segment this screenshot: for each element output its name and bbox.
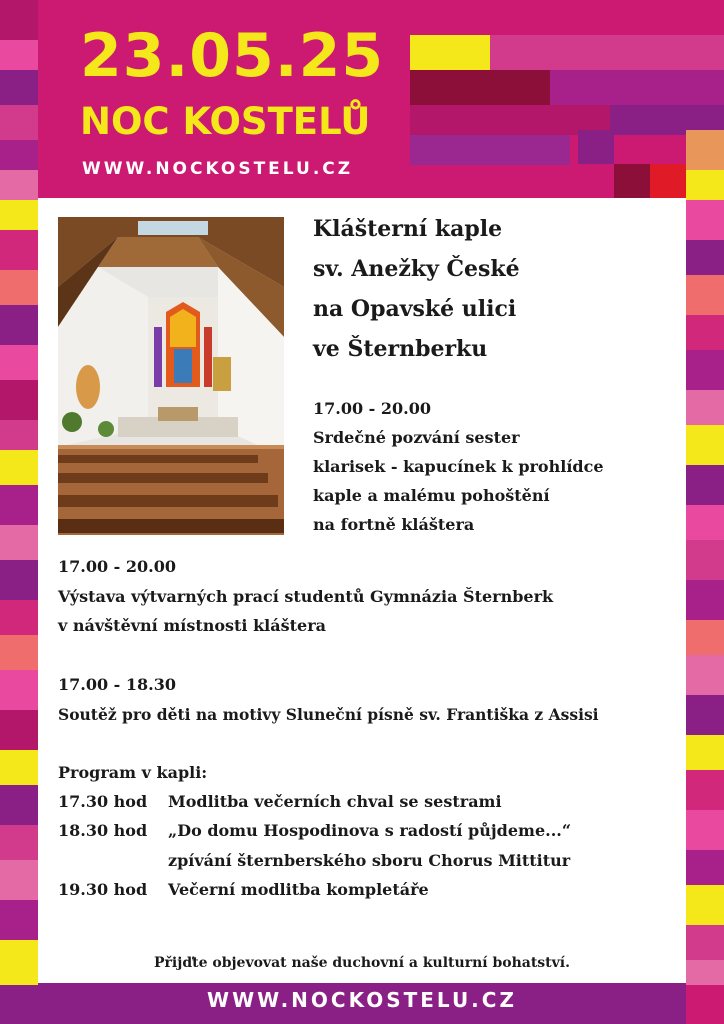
closing-invitation: Přijďte objevovat naše duchovní a kulturní bohatství. [154,955,570,971]
left-stripe-block [0,305,38,345]
left-stripe-block [0,0,38,40]
right-stripe-block [686,580,724,620]
right-stripe-block [686,885,724,925]
left-stripe-block [0,785,38,825]
left-stripe-block [0,450,38,485]
deco-block [686,130,724,170]
left-stripe-block [0,230,38,270]
left-stripe-block [0,270,38,305]
event-description: kaple a malému pohoštění [313,486,550,505]
event-time: 17.00 - 20.00 [58,557,176,576]
left-stripe-block [0,560,38,600]
left-stripe-block [0,635,38,670]
venue-title-line: na Opavské ulici [313,296,517,322]
deco-block [578,130,614,164]
left-stripe-block [0,70,38,105]
event-date: 23.05.25 [80,21,385,91]
right-stripe-block [686,200,724,240]
deco-block [550,70,724,105]
right-stripe-block [686,655,724,695]
right-stripe-block [686,170,724,200]
event-description: v návštěvní místnosti kláštera [58,616,326,635]
left-stripe-block [0,600,38,635]
event-time: 17.00 - 18.30 [58,675,176,694]
venue-title-line: Klášterní kaple [313,216,503,242]
right-stripe-block [686,315,724,350]
right-stripe-block [686,735,724,770]
right-stripe-block [686,465,724,505]
chapel-interior-photo [58,217,284,535]
left-stripe-block [0,485,38,525]
left-stripe-block [0,525,38,560]
program-description: Modlitba večerních chval se sestrami [168,792,502,811]
right-stripe-block [686,925,724,960]
left-stripe-block [0,140,38,170]
left-stripe-block [0,40,38,70]
left-stripe-block [0,710,38,750]
right-stripe-block [686,850,724,885]
deco-block [650,164,686,198]
left-stripe-block [0,170,38,200]
right-stripe-block [686,695,724,735]
deco-block [490,35,724,70]
right-stripe-block [686,770,724,810]
left-stripe-block [0,420,38,450]
deco-block [410,135,570,165]
footer-website-link[interactable]: WWW.NOCKOSTELU.CZ [207,988,517,1012]
event-description: klarisek - kapucínek k prohlídce [313,457,604,476]
left-stripe-block [0,750,38,785]
left-stripe-block [0,670,38,710]
event-description: na fortně kláštera [313,515,475,534]
program-time: 18.30 hod [58,821,148,840]
program-heading: Program v kapli: [58,763,208,782]
header-website-link[interactable]: WWW.NOCKOSTELU.CZ [82,159,354,179]
event-description: Srdečné pozvání sester [313,428,520,447]
program-time: 19.30 hod [58,880,148,899]
right-stripe-block [686,350,724,390]
program-time: 17.30 hod [58,792,148,811]
program-description: zpívání šternberského sboru Chorus Mittitur [168,851,571,870]
right-stripe-block [686,810,724,850]
deco-block [410,35,490,70]
venue-title-line: ve Šternberku [313,336,488,362]
left-stripe-block [0,380,38,420]
right-stripe-block [686,540,724,580]
right-stripe-block [686,390,724,425]
left-stripe-block [0,105,38,140]
program-description: „Do domu Hospodinova s radostí půjdeme...“ [168,821,572,840]
left-stripe-block [0,900,38,940]
right-stripe-block [686,240,724,275]
event-title: NOC KOSTELŮ [80,100,371,143]
deco-block [614,164,650,198]
event-description: Výstava výtvarných prací studentů Gymnázia Šternberk [58,587,554,606]
program-description: Večerní modlitba kompletáře [168,880,429,899]
right-stripe-block [686,275,724,315]
left-stripe-block [0,200,38,230]
right-stripe-block [686,505,724,540]
event-time: 17.00 - 20.00 [313,399,431,418]
event-description: Soutěž pro děti na motivy Sluneční písně sv. Františka z Assisi [58,705,599,724]
left-stripe-block [0,345,38,380]
left-stripe-block [0,860,38,900]
deco-block [410,70,550,105]
venue-title-line: sv. Anežky České [313,256,520,282]
left-stripe-block [0,825,38,860]
right-stripe-block [686,425,724,465]
right-stripe-block [686,620,724,655]
